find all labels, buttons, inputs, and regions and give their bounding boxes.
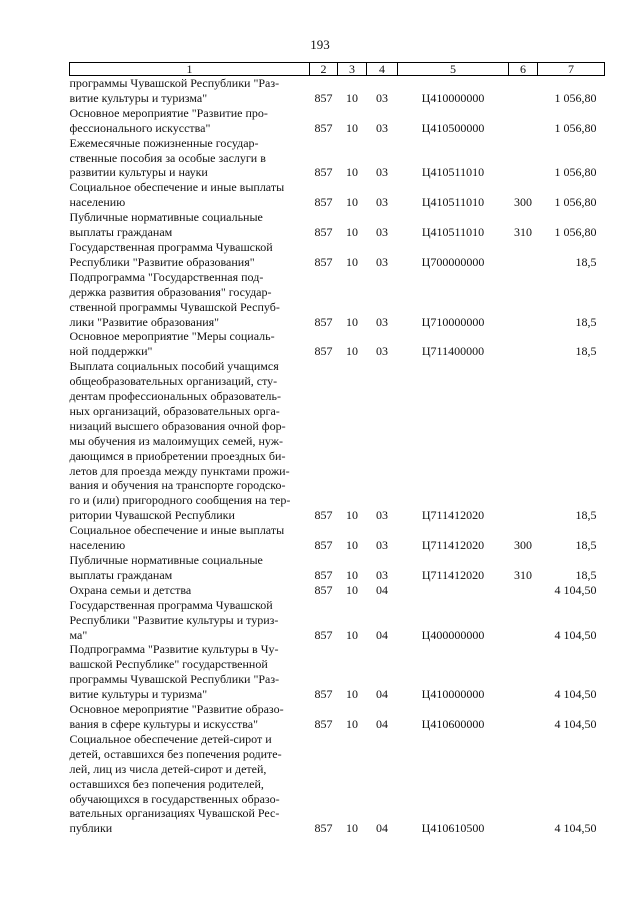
section-code-cell: 10 xyxy=(346,687,358,702)
subsection-code-cell: 04 xyxy=(376,687,388,702)
admin-code-cell: 857 xyxy=(314,195,333,210)
expense-type-cell xyxy=(509,240,538,270)
section-code-cell: 10 xyxy=(346,120,358,135)
admin-code-cell: 857 xyxy=(314,225,333,240)
row-name-cell: Социальное обеспечение и иные выплаты населению xyxy=(69,180,285,210)
section-code-cell: 10 xyxy=(346,314,358,329)
admin-code-cell: 857 xyxy=(314,90,333,105)
subsection-code-cell: 03 xyxy=(376,165,388,180)
target-code-cell: Ц711400000 xyxy=(421,344,485,359)
amount-cell: 1 056,80 xyxy=(554,195,597,210)
target-code-cell: Ц410500000 xyxy=(421,120,485,135)
target-code-cell: Ц410511010 xyxy=(421,195,485,210)
row-name-cell: Публичные нормативные социальные выплаты гражданам xyxy=(69,553,263,582)
header-cell: 7 xyxy=(538,63,605,76)
target-code-cell: Ц710000000 xyxy=(421,314,485,329)
admin-code-cell: 857 xyxy=(314,627,333,642)
amount-cell: 18,5 xyxy=(575,314,597,329)
admin-code-cell: 857 xyxy=(314,716,333,731)
table-row xyxy=(70,598,605,643)
expense-type-cell xyxy=(509,270,538,330)
row-name-cell: Социальное обеспечение и иные выплаты населению xyxy=(69,523,285,553)
expense-type-cell xyxy=(509,329,538,359)
row-name-cell: Основное мероприятие "Развитие про- фессионального искусства" xyxy=(69,105,268,135)
target-code-cell: Ц410000000 xyxy=(421,687,485,702)
admin-code-cell: 857 xyxy=(314,314,333,329)
subsection-code-cell: 03 xyxy=(376,90,388,105)
row-name-cell: Государственная программа Чувашской Республики "Развитие образования" xyxy=(69,239,273,269)
header-cell: 5 xyxy=(398,63,509,76)
subsection-code-cell: 03 xyxy=(376,508,388,523)
page-number: 193 xyxy=(310,37,330,52)
admin-code-cell: 857 xyxy=(314,538,333,553)
admin-code-cell: 857 xyxy=(314,254,333,269)
amount-cell: 1 056,80 xyxy=(554,225,597,240)
row-name-cell: программы Чувашской Республики "Раз- витие культуры и туризма" xyxy=(69,76,280,105)
subsection-code-cell: 03 xyxy=(376,538,388,553)
target-code-cell: Ц410511010 xyxy=(421,225,485,240)
subsection-code-cell: 03 xyxy=(376,567,388,582)
admin-code-cell: 857 xyxy=(314,344,333,359)
target-code-cell xyxy=(398,583,509,598)
section-code-cell: 10 xyxy=(346,344,358,359)
row-name-cell: Социальное обеспечение детей-сирот и детей, оставшихся без попечения родите- лей, лиц из числа детей-сирот и детей, оставшихся без попечения родителей, обучающихся в государственных образо- вательных организациях Чувашской Рес- публики xyxy=(69,731,282,836)
header-cell: 4 xyxy=(367,63,398,76)
subsection-code-cell: 04 xyxy=(376,821,388,836)
expense-type-cell: 300 xyxy=(514,538,532,553)
admin-code-cell: 857 xyxy=(314,821,333,836)
section-code-cell: 10 xyxy=(346,165,358,180)
header-cell: 2 xyxy=(310,63,338,76)
table-row xyxy=(70,583,605,598)
subsection-code-cell: 04 xyxy=(376,582,388,597)
admin-code-cell: 857 xyxy=(314,687,333,702)
admin-code-cell: 857 xyxy=(314,120,333,135)
expense-type-cell xyxy=(509,106,538,136)
section-code-cell: 10 xyxy=(346,90,358,105)
admin-code-cell: 857 xyxy=(314,165,333,180)
subsection-code-cell: 03 xyxy=(376,195,388,210)
row-name-cell: Охрана семьи и детства xyxy=(69,582,192,597)
section-code-cell: 10 xyxy=(346,627,358,642)
amount-cell: 4 104,50 xyxy=(554,716,597,731)
section-code-cell: 10 xyxy=(346,508,358,523)
header-cell: 3 xyxy=(338,63,367,76)
admin-code-cell: 857 xyxy=(314,508,333,523)
expense-type-cell xyxy=(509,359,538,523)
target-code-cell: Ц410600000 xyxy=(421,716,485,731)
header-cell: 6 xyxy=(509,63,538,76)
table-row xyxy=(70,642,605,702)
header-row xyxy=(70,63,605,76)
subsection-code-cell: 04 xyxy=(376,716,388,731)
target-code-cell: Ц700000000 xyxy=(421,254,485,269)
row-name-cell: Выплата социальных пособий учащимся общеобразовательных организаций, сту- дентам профессиональных образователь- ных организаций, образовательных орга- низаций высшего образования очной фор- мы обучения из малоимущих семей, нуж- дающимся в приобретении проездных би- летов для проезда между пунктами прожи- вания и обучения на транспорте городско- го и (или) пригородного сообщения на тер- ритории Чувашской Республики xyxy=(69,359,291,523)
table-row xyxy=(70,180,605,210)
amount-cell: 1 056,80 xyxy=(554,120,597,135)
section-code-cell: 10 xyxy=(346,195,358,210)
amount-cell: 18,5 xyxy=(575,254,597,269)
expense-type-cell xyxy=(509,642,538,702)
subsection-code-cell: 03 xyxy=(376,254,388,269)
table-row xyxy=(70,732,605,836)
expense-type-cell xyxy=(509,732,538,836)
table-row xyxy=(70,76,605,106)
subsection-code-cell: 03 xyxy=(376,344,388,359)
expense-type-cell: 310 xyxy=(514,225,532,240)
table-row xyxy=(70,359,605,523)
table-row xyxy=(70,523,605,553)
table-row xyxy=(70,270,605,330)
expense-type-cell xyxy=(509,702,538,732)
subsection-code-cell: 03 xyxy=(376,314,388,329)
budget-table xyxy=(69,62,605,836)
table-row xyxy=(70,702,605,732)
expense-type-cell xyxy=(509,136,538,181)
table-row xyxy=(70,106,605,136)
table-row xyxy=(70,240,605,270)
amount-cell: 4 104,50 xyxy=(554,821,597,836)
target-code-cell: Ц410610500 xyxy=(421,821,485,836)
amount-cell: 4 104,50 xyxy=(554,582,597,597)
amount-cell: 18,5 xyxy=(575,344,597,359)
expense-type-cell xyxy=(509,583,538,598)
section-code-cell: 10 xyxy=(346,582,358,597)
row-name-cell: Ежемесячные пожизненные государ- ственные пособия за особые заслуги в развитии культуры и науки xyxy=(69,135,266,180)
section-code-cell: 10 xyxy=(346,225,358,240)
expense-type-cell: 310 xyxy=(514,567,532,582)
subsection-code-cell: 03 xyxy=(376,225,388,240)
table-row xyxy=(70,136,605,181)
expense-type-cell: 300 xyxy=(514,195,532,210)
row-name-cell: Подпрограмма "Государственная под- держка развития образования" государ- ственной программы Чувашской Респуб- лики "Развитие образования" xyxy=(69,269,280,329)
row-name-cell: Основное мероприятие "Развитие образо- вания в сфере культуры и искусства" xyxy=(69,702,284,731)
section-code-cell: 10 xyxy=(346,821,358,836)
target-code-cell: Ц711412020 xyxy=(421,538,485,553)
target-code-cell: Ц711412020 xyxy=(421,508,485,523)
admin-code-cell: 857 xyxy=(314,582,333,597)
amount-cell: 18,5 xyxy=(575,508,597,523)
row-name-cell: Публичные нормативные социальные выплаты гражданам xyxy=(69,210,263,240)
row-name-cell: Подпрограмма "Развитие культуры в Чу- вашской Республике" государственной программы Чувашской Республики "Раз- витие культуры и туризма" xyxy=(69,642,280,702)
amount-cell: 1 056,80 xyxy=(554,165,597,180)
table-row xyxy=(70,553,605,583)
row-name-cell: Основное мероприятие "Меры социаль- ной поддержки" xyxy=(69,329,275,359)
amount-cell: 4 104,50 xyxy=(554,627,597,642)
admin-code-cell: 857 xyxy=(314,567,333,582)
amount-cell: 4 104,50 xyxy=(554,687,597,702)
target-code-cell: Ц400000000 xyxy=(421,627,485,642)
subsection-code-cell: 04 xyxy=(376,627,388,642)
expense-type-cell xyxy=(509,598,538,643)
section-code-cell: 10 xyxy=(346,567,358,582)
section-code-cell: 10 xyxy=(346,716,358,731)
section-code-cell: 10 xyxy=(346,538,358,553)
target-code-cell: Ц711412020 xyxy=(421,567,485,582)
target-code-cell: Ц410000000 xyxy=(421,90,485,105)
target-code-cell: Ц410511010 xyxy=(421,165,485,180)
subsection-code-cell: 03 xyxy=(376,120,388,135)
expense-type-cell xyxy=(509,76,538,106)
table-row xyxy=(70,210,605,240)
section-code-cell: 10 xyxy=(346,254,358,269)
amount-cell: 18,5 xyxy=(575,538,597,553)
amount-cell: 1 056,80 xyxy=(554,90,597,105)
amount-cell: 18,5 xyxy=(575,567,597,582)
table-row xyxy=(70,329,605,359)
row-name-cell: Государственная программа Чувашской Республики "Развитие культуры и туриз- ма" xyxy=(69,597,279,642)
header-cell: 1 xyxy=(70,63,310,76)
